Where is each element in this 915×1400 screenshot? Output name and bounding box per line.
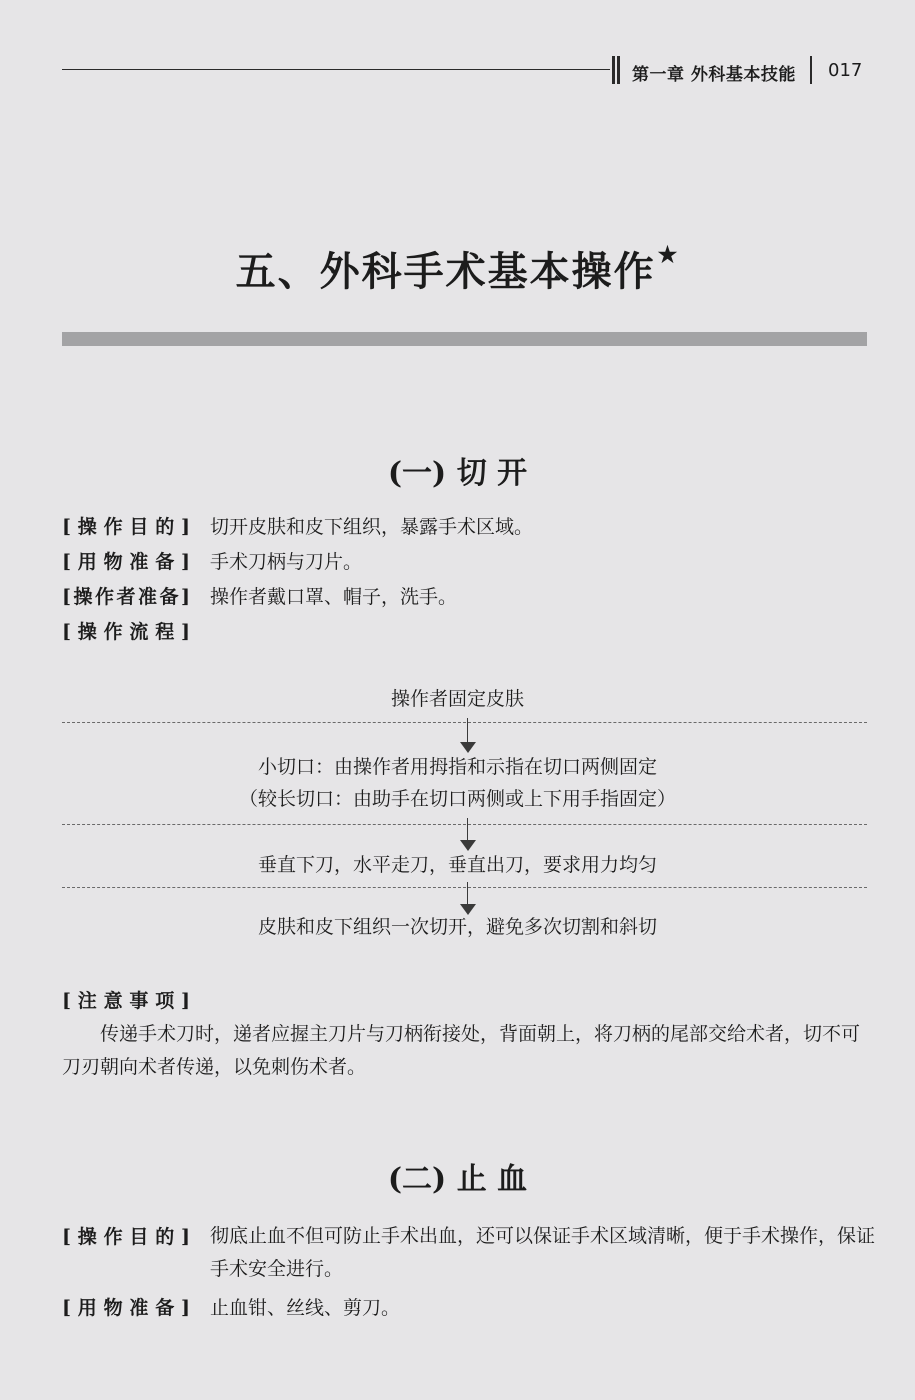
flow-separator (62, 722, 867, 723)
row-label: [操作目的] (62, 516, 190, 538)
row-text: 彻底止血不但可防止手术出血，还可以保证手术区域清晰，便于手术操作，保证手术安全进行。 (210, 1225, 876, 1280)
flow-separator (62, 887, 867, 888)
row-label: [操作者准备] (62, 586, 190, 608)
section-title-text: 五、外科手术基本操作 (235, 248, 656, 295)
flow-step-1: 操作者固定皮肤 (390, 688, 524, 710)
star-icon: ★ (657, 242, 680, 268)
row-label: [注意事项] (62, 990, 190, 1012)
row-label: [操作目的] (62, 1226, 190, 1248)
section-title (0, 240, 915, 297)
row-label: [用物准备] (62, 1297, 190, 1319)
row-text: 手术刀柄与刀片。 (210, 551, 363, 573)
header-rule (62, 69, 610, 70)
row-label: [用物准备] (62, 551, 190, 573)
flow-connector (467, 818, 468, 842)
flow-connector (467, 718, 468, 744)
flow-step-2: 小切口：由操作者用拇指和示指在切口两侧固定 (257, 756, 657, 778)
flow-step-4: 皮肤和皮下组织一次切开，避免多次切割和斜切 (257, 916, 657, 938)
flow-step-2b: （较长切口：由助手在切口两侧或上下用手指固定） (238, 788, 676, 810)
notes-paragraph: 传递手术刀时，递者应握主刀片与刀柄衔接处，背面朝上，将刀柄的尾部交给术者，切不可刀刃朝向术者传递，以免刺伤术者。 (62, 1023, 861, 1078)
row-text: 切开皮肤和皮下组织，暴露手术区域。 (210, 516, 534, 538)
flow-separator (62, 824, 867, 825)
header-divider (810, 56, 812, 84)
page-number: 017 (828, 60, 863, 81)
row-text: 止血钳、丝线、剪刀。 (210, 1297, 401, 1319)
subsection-title-incision: (一) 切 开 (387, 456, 528, 491)
row-text: 操作者戴口罩、帽子，洗手。 (210, 586, 458, 608)
section-band (62, 332, 867, 346)
header-divider (617, 56, 620, 84)
flow-connector (467, 882, 468, 906)
chapter-title: 第一章 外科基本技能 (632, 65, 796, 85)
row-label: [操作流程] (62, 621, 190, 643)
header-divider (612, 56, 615, 84)
subsection-title-hemostasis: (二) 止 血 (387, 1162, 528, 1197)
flow-step-3: 垂直下刀，水平走刀，垂直出刀，要求用力均匀 (257, 854, 657, 876)
